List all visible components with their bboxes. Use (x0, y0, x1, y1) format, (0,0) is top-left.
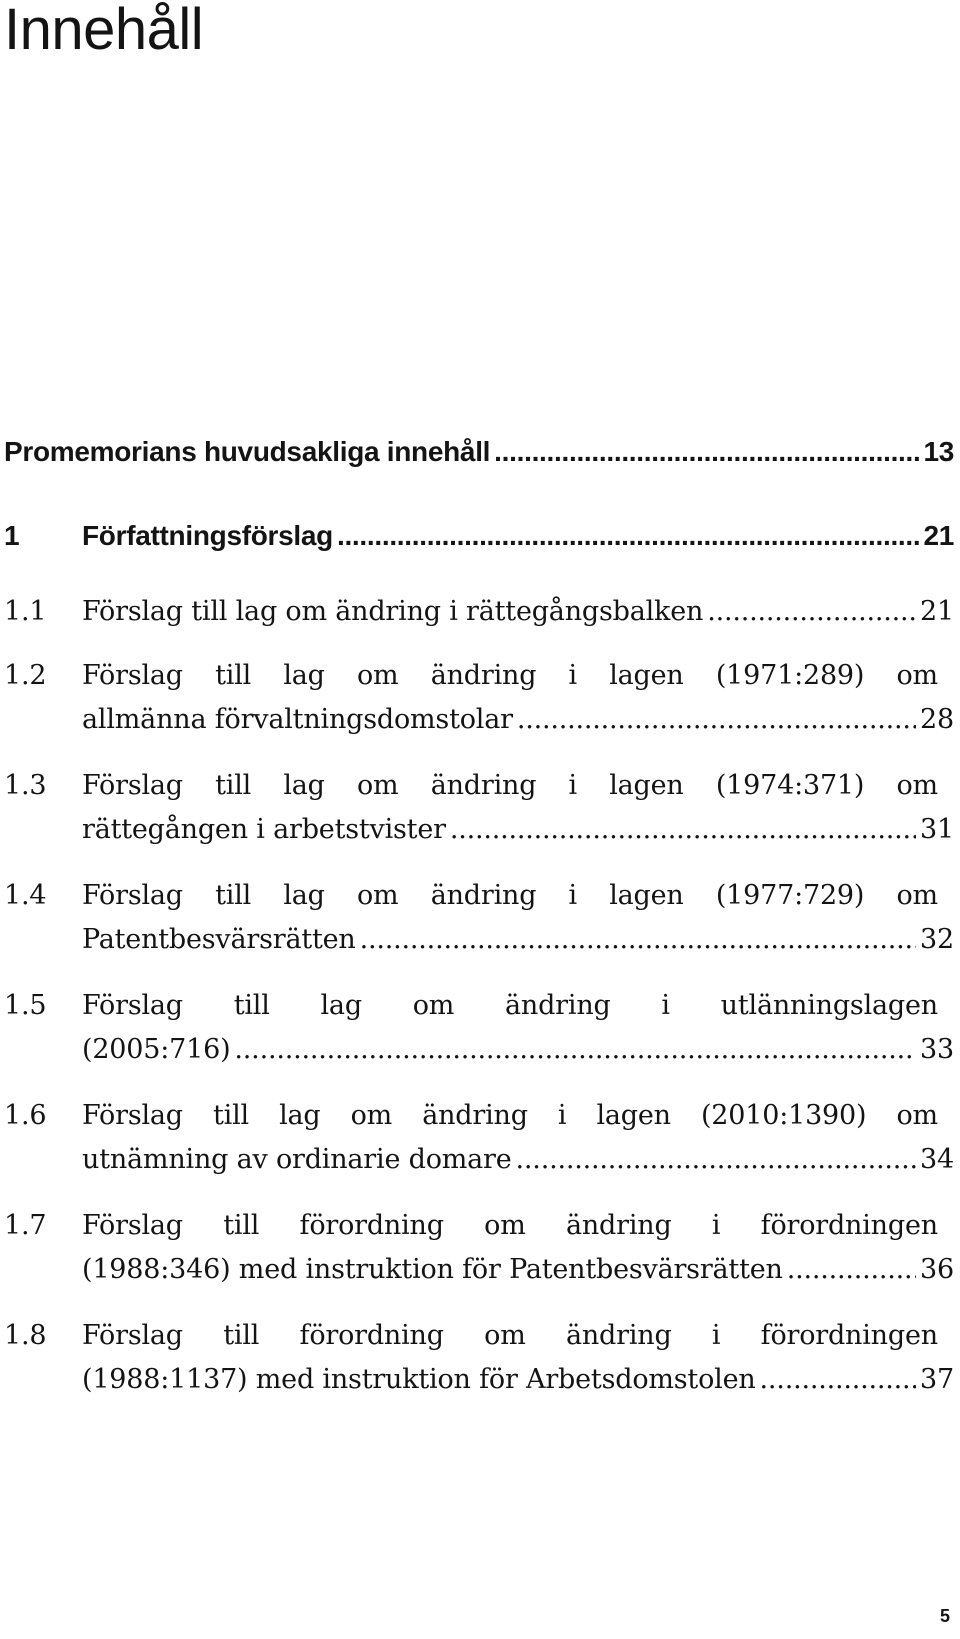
toc-entry-title: Författningsförslag (82, 520, 333, 551)
toc-entry-title-line-1 (82, 660, 938, 691)
word: i (661, 990, 670, 1021)
toc-entry-line (4, 1364, 954, 1395)
toc-entry-number: 1 (4, 520, 20, 551)
word: till (215, 770, 252, 801)
toc-entry-number: 1.5 (4, 990, 47, 1021)
word: om (896, 660, 938, 691)
toc-entry-title-line-1 (82, 1320, 938, 1351)
toc-page-number: 33 (920, 1034, 954, 1065)
word: lag (279, 1100, 321, 1131)
toc-entry-number: 1.8 (4, 1320, 47, 1351)
toc-page-number: 37 (920, 1364, 954, 1395)
word: om (350, 1100, 393, 1131)
word: till (215, 660, 252, 691)
dot-leader (234, 1034, 916, 1065)
dot-leader (760, 1364, 916, 1395)
toc-entry-title: Förslag till lag om ändring i rättegångsbalken (82, 596, 704, 627)
word: om (412, 990, 455, 1021)
word: ändring (565, 1320, 672, 1351)
toc-page-number: 28 (920, 704, 954, 735)
word: till (233, 990, 270, 1021)
toc-entry-line (4, 1100, 954, 1131)
word: (1974:371) (715, 770, 865, 801)
word: (1977:729) (715, 880, 865, 911)
word: lagen (609, 660, 684, 691)
toc-entry-title-line-2: rättegången i arbetstvister (82, 814, 446, 845)
toc-entry-line (4, 770, 954, 801)
word: lagen (596, 1100, 671, 1131)
toc-entry-line (4, 924, 954, 955)
toc-entry-chapter-1[interactable] (4, 520, 954, 552)
word: förordning (299, 1320, 444, 1351)
word: i (711, 1210, 721, 1241)
toc-page-number: 32 (920, 924, 954, 955)
toc-entry-number: 1.2 (4, 660, 47, 691)
word: Förslag (82, 660, 183, 691)
page-number: 5 (939, 1606, 950, 1626)
toc-entry-number: 1.7 (4, 1210, 47, 1241)
toc-entry-title-line-2: (2005:716) (82, 1034, 231, 1065)
toc-entry-line (4, 1210, 954, 1241)
word: om (357, 770, 399, 801)
word: ändring (430, 770, 537, 801)
word: om (357, 880, 399, 911)
word: Förslag (82, 990, 183, 1021)
dot-leader (787, 1254, 916, 1285)
word: om (357, 660, 399, 691)
word: lag (283, 660, 325, 691)
toc-entry-1-1[interactable] (4, 596, 954, 627)
word: lag (283, 770, 325, 801)
toc-entry-title-line-1 (82, 1210, 938, 1241)
toc-entry-line (4, 1320, 954, 1351)
word: om (484, 1320, 526, 1351)
word: lag (283, 880, 325, 911)
toc-entry-line (4, 660, 954, 691)
toc-entry-title-line-2: allmänna förvaltningsdomstolar (82, 704, 513, 735)
toc-entry-line (4, 814, 954, 845)
toc-page-number: 31 (920, 814, 954, 845)
word: Förslag (82, 1210, 183, 1241)
toc-entry-title-line-1 (82, 990, 938, 1021)
toc-page-number: 13 (923, 436, 954, 467)
word: (1971:289) (715, 660, 865, 691)
dot-leader (516, 1144, 916, 1175)
toc-page-number: 21 (923, 520, 954, 551)
toc-entry-line (4, 1034, 954, 1065)
toc-entry-number: 1.4 (4, 880, 47, 911)
toc-entry-line (4, 1144, 954, 1175)
word: till (213, 1100, 249, 1131)
dot-leader (450, 814, 916, 845)
word: i (568, 880, 577, 911)
dot-leader (337, 520, 919, 552)
toc-page-number: 21 (920, 596, 954, 627)
word: i (568, 660, 577, 691)
word: till (223, 1210, 260, 1241)
word: lag (320, 990, 362, 1021)
toc-entry-title-line-1 (82, 880, 938, 911)
toc-entry-title-line-2: utnämning av ordinarie domare (82, 1144, 512, 1175)
toc-entry-line (4, 704, 954, 735)
word: till (223, 1320, 260, 1351)
word: i (711, 1320, 721, 1351)
word: om (484, 1210, 526, 1241)
toc-page-number: 36 (920, 1254, 954, 1285)
word: i (568, 770, 577, 801)
word: ändring (430, 660, 537, 691)
word: lagen (609, 880, 684, 911)
toc-entry-title-line-2: Patentbesvärsrätten (82, 924, 356, 955)
word: förordningen (760, 1320, 938, 1351)
word: förordning (299, 1210, 444, 1241)
word: om (896, 1100, 938, 1131)
toc-entry-number: 1.1 (4, 596, 47, 627)
dot-leader (707, 596, 916, 627)
toc-entry-title-line-1 (82, 1100, 938, 1131)
dot-leader (494, 436, 919, 468)
toc-entry-number: 1.3 (4, 770, 47, 801)
dot-leader (517, 704, 916, 735)
word: lagen (609, 770, 684, 801)
word: Förslag (82, 1100, 183, 1131)
word: Förslag (82, 770, 183, 801)
toc-entry-line (4, 1254, 954, 1285)
word: utlänningslagen (720, 990, 938, 1021)
word: (2010:1390) (700, 1100, 867, 1131)
toc-page-number: 34 (920, 1144, 954, 1175)
toc-entry-line (4, 990, 954, 1021)
word: till (215, 880, 252, 911)
toc-entry-number: 1.6 (4, 1100, 47, 1131)
dot-leader (360, 924, 916, 955)
word: Förslag (82, 880, 183, 911)
word: förordningen (760, 1210, 938, 1241)
word: ändring (505, 990, 611, 1021)
toc-entry-title-line-1 (82, 770, 938, 801)
word: i (557, 1100, 567, 1131)
word: ändring (422, 1100, 528, 1131)
word: ändring (565, 1210, 672, 1241)
word: om (896, 880, 938, 911)
toc-entry-summary[interactable] (4, 436, 954, 468)
page-title: Innehåll (4, 0, 204, 62)
word: Förslag (82, 1320, 183, 1351)
toc-entry-title: Promemorians huvudsakliga innehåll (4, 436, 491, 467)
toc-entry-title-line-2: (1988:346) med instruktion för Patentbesvärsrätten (82, 1254, 783, 1285)
word: om (896, 770, 938, 801)
word: ändring (430, 880, 537, 911)
toc-entry-title-line-2: (1988:1137) med instruktion för Arbetsdomstolen (82, 1364, 756, 1395)
toc-entry-line (4, 880, 954, 911)
